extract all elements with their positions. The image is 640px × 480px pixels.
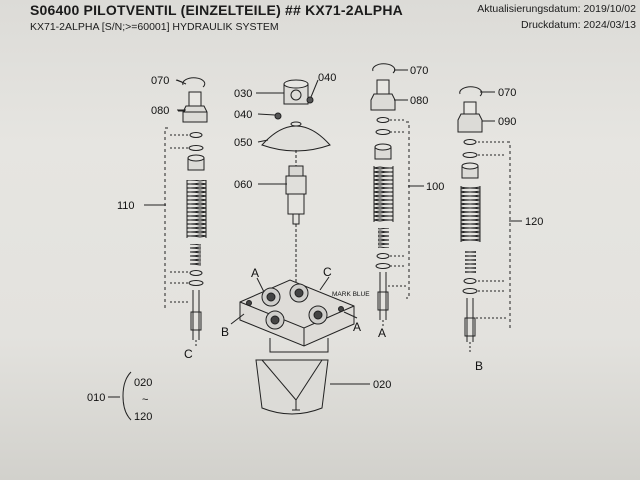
pin-040-left	[275, 113, 281, 119]
update-date: Aktualisierungsdatum: 2019/10/02	[477, 3, 636, 15]
range-to: 120	[134, 411, 153, 423]
snap-ring-070-right	[460, 87, 482, 96]
left-stack	[144, 78, 207, 347]
plunger-080-left	[183, 92, 207, 122]
callout-070-right: 070	[498, 87, 517, 99]
callout-080-left: 080	[151, 105, 170, 117]
spring-large-right	[461, 186, 480, 242]
callout-030: 030	[234, 88, 253, 100]
plunger-090	[458, 102, 482, 132]
plunger-080-mid	[371, 80, 395, 110]
page-subtitle: KX71-2ALPHA [S/N;>=60001] HYDRAULIK SYSTEM	[30, 21, 279, 33]
callout-070-left: 070	[151, 75, 170, 87]
port-b-left: B	[221, 325, 230, 339]
callout-100: 100	[426, 181, 445, 193]
callout-050: 050	[234, 137, 253, 149]
plate-050	[262, 126, 330, 151]
page-title: S06400 PILOTVENTIL (EINZELTEILE) ## KX71-2ALPHA	[30, 2, 403, 18]
port-a-top: A	[251, 266, 260, 280]
spring-large-left	[187, 180, 206, 238]
port-b-bottom: B	[475, 359, 484, 373]
callout-040-left: 040	[234, 109, 253, 121]
spring-large-mid	[374, 166, 393, 222]
center-stack	[231, 80, 357, 414]
pushrod-060	[286, 166, 306, 224]
port-a-right: A	[353, 320, 362, 334]
valve-body-020	[240, 280, 354, 414]
callout-080-mid: 080	[410, 95, 429, 107]
callout-010: 010	[87, 392, 106, 404]
port-a-bottom: A	[378, 326, 387, 340]
callout-040-top: 040	[318, 72, 337, 84]
callout-090: 090	[498, 116, 517, 128]
snap-ring-070-mid	[373, 64, 395, 73]
range-tilde: ~	[142, 394, 149, 406]
range-from: 020	[134, 377, 153, 389]
pin-040-right	[307, 97, 313, 103]
callout-120: 120	[525, 216, 544, 228]
snap-ring-070-left	[183, 78, 205, 87]
callout-020: 020	[373, 379, 392, 391]
callout-060: 060	[234, 179, 253, 191]
callout-070-mid: 070	[410, 65, 429, 77]
print-date: Druckdatum: 2024/03/13	[521, 19, 636, 31]
port-c-top: C	[323, 265, 332, 279]
mark-blue-label: MARK BLUE	[332, 291, 370, 298]
callout-110: 110	[117, 200, 135, 212]
port-c-bottom: C	[184, 347, 193, 361]
